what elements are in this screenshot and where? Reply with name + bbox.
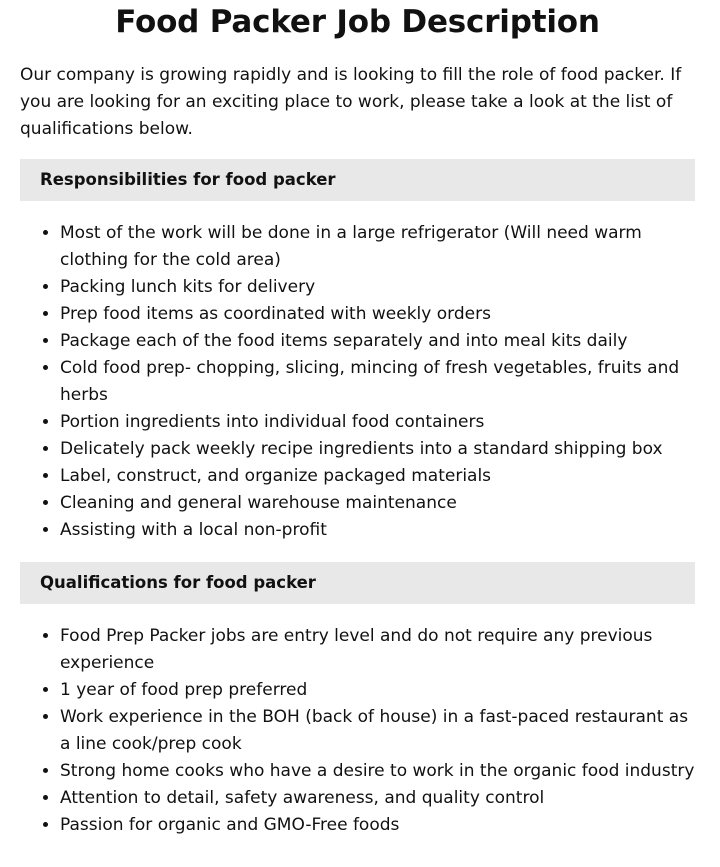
intro-paragraph: Our company is growing rapidly and is looking to fill the role of food packer. If you are looking for an exciting place to work, please take a look at the list of qualifications below. xyxy=(20,65,682,139)
responsibilities-heading: Responsibilities for food packer xyxy=(20,159,695,201)
responsibilities-list xyxy=(20,220,695,544)
qualifications-list xyxy=(20,623,695,839)
list-item: • Packing lunch kits for delivery xyxy=(60,274,695,301)
list-item: • Package each of the food items separately and into meal kits daily xyxy=(60,328,695,355)
list-item: • Portion ingredients into individual food containers xyxy=(60,409,695,436)
list-item: • Prep food items as coordinated with weekly orders xyxy=(60,301,695,328)
page-title: Food Packer Job Description xyxy=(115,4,600,40)
list-item: • Most of the work will be done in a large refrigerator (Will need warm clothing for the cold area) xyxy=(60,220,695,274)
list-item: • Strong home cooks who have a desire to work in the organic food industry xyxy=(60,758,695,785)
list-item: • Cold food prep- chopping, slicing, mincing of fresh vegetables, fruits and herbs xyxy=(60,355,695,409)
list-item: • Food Prep Packer jobs are entry level and do not require any previous experience xyxy=(60,623,695,677)
list-item: • Assisting with a local non-profit xyxy=(60,517,695,544)
list-item: • Cleaning and general warehouse maintenance xyxy=(60,490,695,517)
list-item: • Delicately pack weekly recipe ingredients into a standard shipping box xyxy=(60,436,695,463)
list-item: • Attention to detail, safety awareness, and quality control xyxy=(60,785,695,812)
qualifications-heading: Qualifications for food packer xyxy=(20,562,695,604)
list-item: • 1 year of food prep preferred xyxy=(60,677,695,704)
list-item: • Work experience in the BOH (back of house) in a fast-paced restaurant as a line cook/prep cook xyxy=(60,704,695,758)
list-item: • Passion for organic and GMO-Free foods xyxy=(60,812,695,839)
list-item: • Label, construct, and organize packaged materials xyxy=(60,463,695,490)
